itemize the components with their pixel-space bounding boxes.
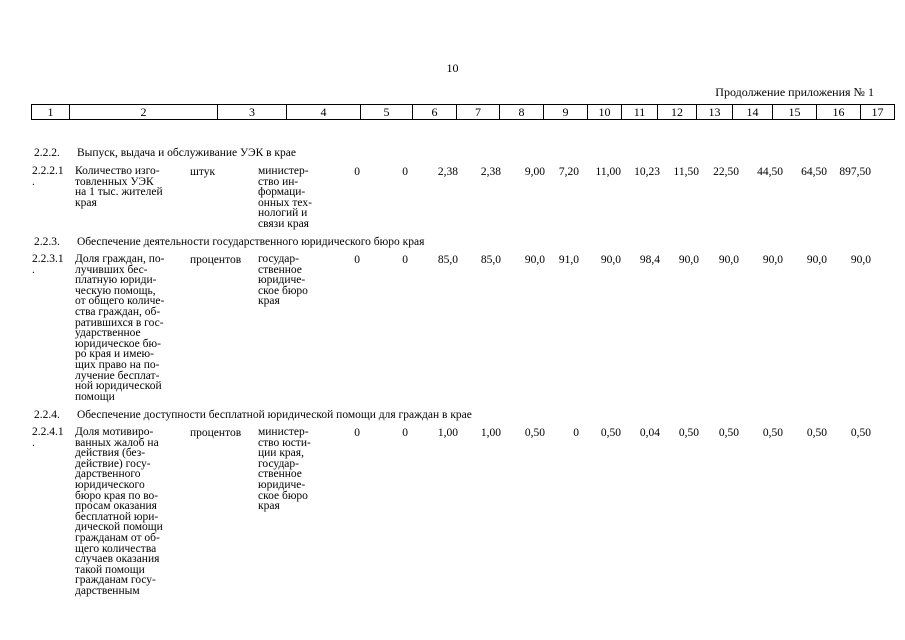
column-number: 9: [544, 105, 588, 120]
column-number: 8: [500, 105, 544, 120]
column-number: 12: [658, 105, 697, 120]
responsible-body: министер- ство ин- формаци- онных тех- нологий и связи края: [258, 165, 312, 230]
indicator-value: 10,23: [634, 166, 660, 178]
column-number: 17: [861, 105, 895, 120]
indicator-value: 0: [402, 427, 408, 439]
column-number: 4: [287, 105, 361, 120]
indicator-value: 90,0: [850, 254, 871, 266]
section-title: Обеспечение деятельности государственного юридического бюро края: [77, 236, 425, 248]
indicator-value: 0,50: [678, 427, 699, 439]
column-number: 15: [773, 105, 817, 120]
indicator-value: 0,50: [600, 427, 621, 439]
indicator-value: 0,50: [718, 427, 739, 439]
indicator-value: 0: [402, 254, 408, 266]
indicator-value: 2,38: [437, 166, 458, 178]
indicator-value: 11,00: [595, 166, 621, 178]
indicator-name: Доля мотивиро- ванных жалоб на действия (без- действие) госу- дарственного юридического бюро края по во- просам оказания бесплатной юри- дической помощи гражданам от об- щего количества случаев оказания такой помощи гражданам госу- дарственным: [75, 426, 163, 597]
indicator-value: 2,38: [480, 166, 501, 178]
indicator-name: Доля граждан, по- лучивших бес- платную юриди- ческую помощь, от общего количе- ства граждан, об- ратившихся в гос- ударственное юридическое бю- ро края и имею- щих право на по- лучение бесплат- ной юридической помощи: [75, 253, 165, 403]
indicator-value: 22,50: [713, 166, 739, 178]
indicator-value: 90,0: [600, 254, 621, 266]
indicator-value: 0: [354, 427, 360, 439]
indicator-value: 44,50: [757, 166, 783, 178]
responsible-body: государ- ственное юридиче- ское бюро края: [258, 253, 308, 308]
indicator-value: 64,50: [801, 166, 827, 178]
unit-of-measure: процентов: [190, 427, 242, 439]
indicator-value: 0: [354, 254, 360, 266]
indicator-value: 11,50: [673, 166, 699, 178]
continuation-label: Продолжение приложения № 1: [715, 85, 874, 99]
column-number-header: [31, 104, 895, 120]
indicator-value: 0,50: [850, 427, 871, 439]
indicator-value: 90,0: [524, 254, 545, 266]
section-code: 2.2.3.: [34, 236, 60, 248]
row-code: 2.2.3.1 .: [32, 253, 64, 276]
indicator-value: 0,50: [524, 427, 545, 439]
indicator-value: 9,00: [524, 166, 545, 178]
unit-of-measure: процентов: [190, 254, 242, 266]
column-number: 10: [588, 105, 622, 120]
indicator-value: 0,04: [639, 427, 660, 439]
indicator-value: 0,50: [806, 427, 827, 439]
page-number: 10: [446, 61, 459, 75]
section-title: Обеспечение доступности бесплатной юридической помощи для граждан в крае: [77, 409, 472, 421]
indicator-value: 90,0: [678, 254, 699, 266]
section-title: Выпуск, выдача и обслуживание УЭК в крае: [77, 147, 296, 159]
indicator-value: 0: [573, 427, 579, 439]
indicator-value: 98,4: [639, 254, 660, 266]
indicator-value: 7,20: [558, 166, 579, 178]
row-code: 2.2.2.1 .: [32, 165, 64, 188]
indicator-value: 0,50: [762, 427, 783, 439]
column-number: 14: [733, 105, 773, 120]
column-number: 2: [70, 105, 218, 120]
indicator-value: 0: [402, 166, 408, 178]
indicator-value: 85,0: [480, 254, 501, 266]
indicator-value: 91,0: [558, 254, 579, 266]
column-number: 6: [413, 105, 457, 120]
column-number: 16: [817, 105, 861, 120]
column-number: 5: [361, 105, 413, 120]
column-number: 3: [218, 105, 287, 120]
section-code: 2.2.4.: [34, 409, 60, 421]
indicator-value: 1,00: [437, 427, 458, 439]
indicator-value: 897,50: [839, 166, 871, 178]
unit-of-measure: штук: [190, 166, 216, 178]
indicator-value: 85,0: [437, 254, 458, 266]
section-code: 2.2.2.: [34, 147, 60, 159]
indicator-value: 90,0: [806, 254, 827, 266]
row-code: 2.2.4.1 .: [32, 426, 64, 449]
indicator-value: 1,00: [480, 427, 501, 439]
column-number: 7: [457, 105, 500, 120]
responsible-body: министер- ство юсти- ции края, государ- ственное юридиче- ское бюро края: [258, 426, 311, 513]
column-number: 13: [697, 105, 733, 120]
column-number: 11: [622, 105, 658, 120]
indicator-name: Количество изго- товленных УЭК на 1 тыс. жителей края: [75, 165, 163, 209]
indicator-value: 90,0: [762, 254, 783, 266]
indicator-value: 90,0: [718, 254, 739, 266]
column-number: 1: [32, 105, 70, 120]
indicator-value: 0: [354, 166, 360, 178]
